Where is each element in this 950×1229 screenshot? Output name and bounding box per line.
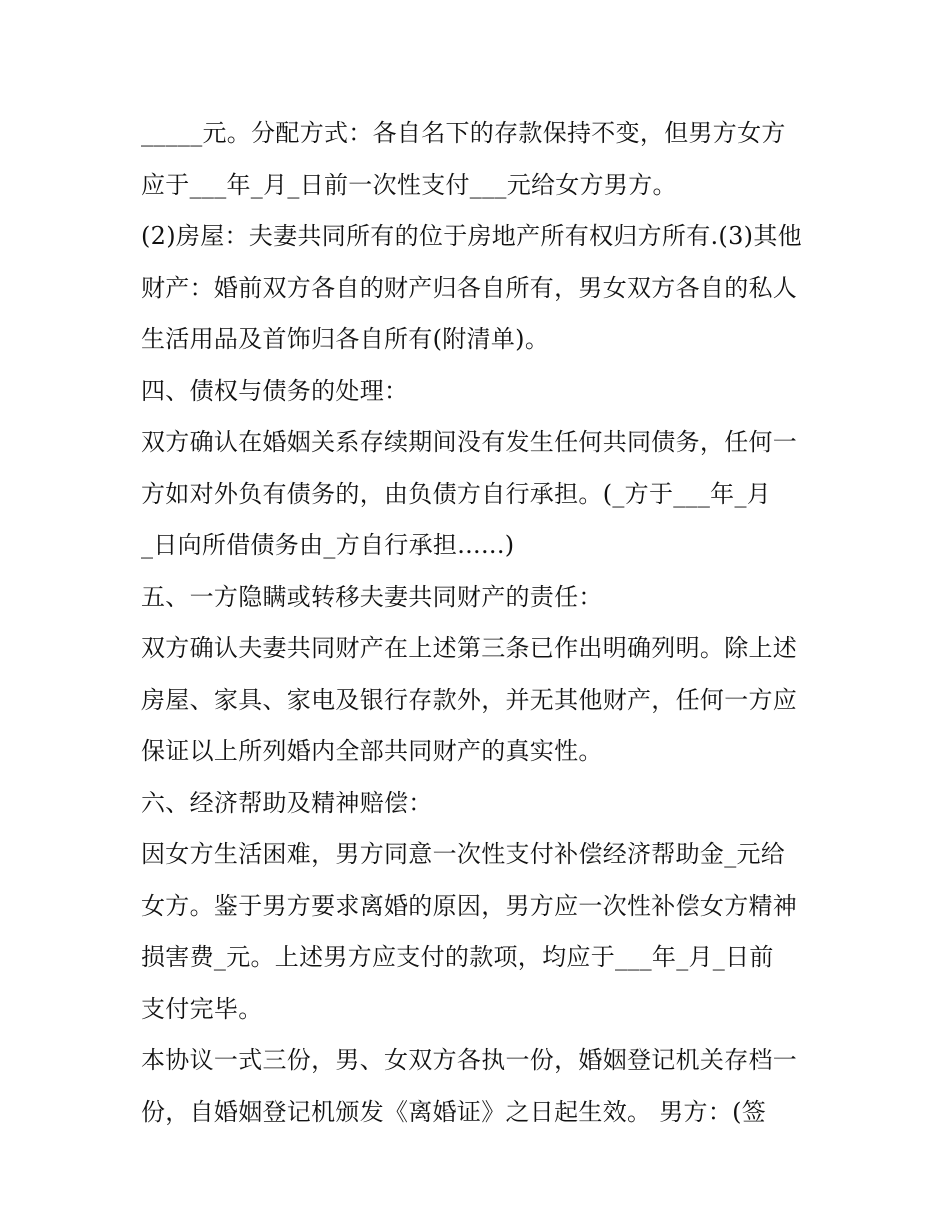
text-line: 应于___年_月_日前一次性支付___元给女方男方。 (141, 170, 677, 199)
text-line: 份，自婚姻登记机颁发《离婚证》之日起生效。 男方：(签 (141, 1097, 767, 1126)
agreement-text (141, 108, 821, 1138)
text-line: 双方确认在婚姻关系存续期间没有发生任何共同债务，任何一 (141, 428, 798, 456)
text-line: 生活用品及首饰归各自所有(附清单)。 (141, 325, 550, 353)
text-line: _____元。分配方式：各自名下的存款保持不变，但男方女方 (141, 119, 786, 147)
section-heading-concealment: 五、一方隐瞒或转移夫妻共同财产的责任： (141, 582, 603, 611)
section-heading-compensation: 六、经济帮助及精神赔偿： (141, 788, 433, 817)
text-line: 方如对外负有债务的，由负债方自行承担。(_方于___年_月 (141, 479, 772, 508)
text-line: 支付完毕。 (141, 994, 263, 1023)
text-line: 女方。鉴于男方要求离婚的原因，男方应一次性补偿女方精神 (141, 891, 798, 920)
text-line: 双方确认夫妻共同财产在上述第三条已作出明确列明。除上述 (141, 634, 798, 662)
text-line: (2)房屋：夫妻共同所有的位于房地产所有权归方所有.(3)其他 (141, 222, 802, 250)
text-line: 因女方生活困难，男方同意一次性支付补偿经济帮助金_元给 (141, 840, 786, 868)
text-line: 损害费_元。上述男方应支付的款项，均应于___年_月_日前 (141, 943, 774, 971)
text-line: 保证以上所列婚内全部共同财产的真实性。 (141, 737, 603, 765)
text-line: 本协议一式三份，男、女双方各执一份，婚姻登记机关存档一 (141, 1046, 798, 1074)
text-line: 财产：婚前双方各自的财产归各自所有，男女双方各自的私人 (141, 273, 798, 302)
section-heading-debts: 四、债权与债务的处理： (141, 376, 409, 405)
text-line: _日向所借债务由_方自行承担......) (141, 531, 515, 559)
text-line: 房屋、家具、家电及银行存款外，并无其他财产，任何一方应 (141, 685, 798, 714)
